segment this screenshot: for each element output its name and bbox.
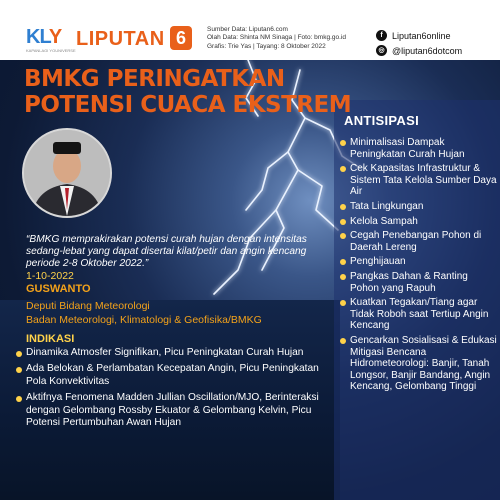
kly-logo-subtitle: KAPANLAGI YOUNIVERSE [26, 48, 76, 53]
lightning-bolt [246, 152, 288, 210]
indikasi-list [14, 347, 324, 433]
antisipasi-item: Cek Kapasitas Infrastruktur & Sistem Tata Kelola Sumber Daya Air [339, 163, 499, 198]
page-title [24, 66, 354, 118]
indikasi-item: Ada Belokan & Perlambatan Kecepatan Angin, Picu Peningkatan Pola Konvektivitas [14, 363, 324, 388]
credit-line: Olah Data: Shinta NM Sinaga | Foto: bmkg.go.id [207, 34, 346, 42]
quote-date: 1-10-2022 [26, 270, 74, 282]
social-row-facebook[interactable] [376, 28, 462, 43]
speaker-quote: “BMKG memprakirakan potensi curah hujan dengan intensitas sedang-lebat yang dapat disertai kilat/petir dan angin kencang periode 2-8 Oktober 2022.” [26, 234, 307, 270]
antisipasi-item: Penghijauan [339, 256, 499, 268]
credit-line: Sumber Data: Liputan6.com [207, 26, 288, 33]
liputan6-logo: LIPUTAN [76, 28, 165, 50]
antisipasi-item: Minimalisasi Dampak Peningkatan Curah Hujan [339, 137, 499, 160]
antisipasi-item: Gencarkan Sosialisasi & Edukasi Mitigasi Bencana Hidrometeorologi: Banjir, Tanah Longsor, Banjir Bandang, Angin Kencang, Gelombang Tinggi [339, 335, 499, 393]
credit-line: Grafis: Trie Yas | Tayang: 8 Oktober 2022 [207, 42, 326, 50]
social-handles [376, 28, 462, 58]
speaker-photo [24, 130, 110, 216]
speaker-portrait [22, 128, 112, 218]
antisipasi-list [339, 137, 499, 396]
speaker-name: GUSWANTO [26, 283, 91, 295]
antisipasi-item: Tata Lingkungan [339, 201, 499, 213]
title-line-1: BMKG PERINGATKAN [24, 66, 285, 92]
facebook-icon: f [376, 30, 387, 41]
header-bar [0, 0, 500, 60]
antisipasi-heading: ANTISIPASI [344, 113, 419, 128]
speaker-role [26, 299, 262, 327]
antisipasi-item: Kuatkan Tegakan/Tiang agar Tidak Roboh saat Tertiup Angin Kencang [339, 297, 499, 332]
kly-logo: KLY [26, 26, 62, 48]
credits-block [207, 26, 346, 51]
lightning-bolt [298, 170, 338, 230]
antisipasi-item: Pangkas Dahan & Ranting Pohon yang Rapuh [339, 271, 499, 294]
social-row-instagram[interactable] [376, 43, 462, 58]
facebook-handle: Liputan6online [392, 30, 451, 41]
indikasi-item: Dinamika Atmosfer Signifikan, Picu Peningkatan Curah Hujan [14, 347, 324, 359]
title-line-2: POTENSI CUACA EKSTREM [24, 92, 352, 118]
antisipasi-item: Cegah Penebangan Pohon di Daerah Lereng [339, 230, 499, 253]
antisipasi-item: Kelola Sampah [339, 216, 499, 228]
indikasi-item: Aktifnya Fenomena Madden Jullian Oscillation/MJO, Berinteraksi dengan Gelombang Rossby Ekuator & Gelombang Kelvin, Picu Potensi Pertumbuhan Awan Hujan [14, 392, 324, 429]
speaker-role-line: Badan Meteorologi, Klimatologi & Geofisika/BMKG [26, 314, 262, 326]
instagram-handle: @liputan6dotcom [392, 45, 463, 56]
speaker-role-line: Deputi Bidang Meteorologi [26, 300, 150, 312]
liputan6-logo-number: 6 [170, 26, 192, 50]
indikasi-heading: INDIKASI [26, 333, 75, 345]
instagram-icon: ◎ [376, 45, 387, 56]
